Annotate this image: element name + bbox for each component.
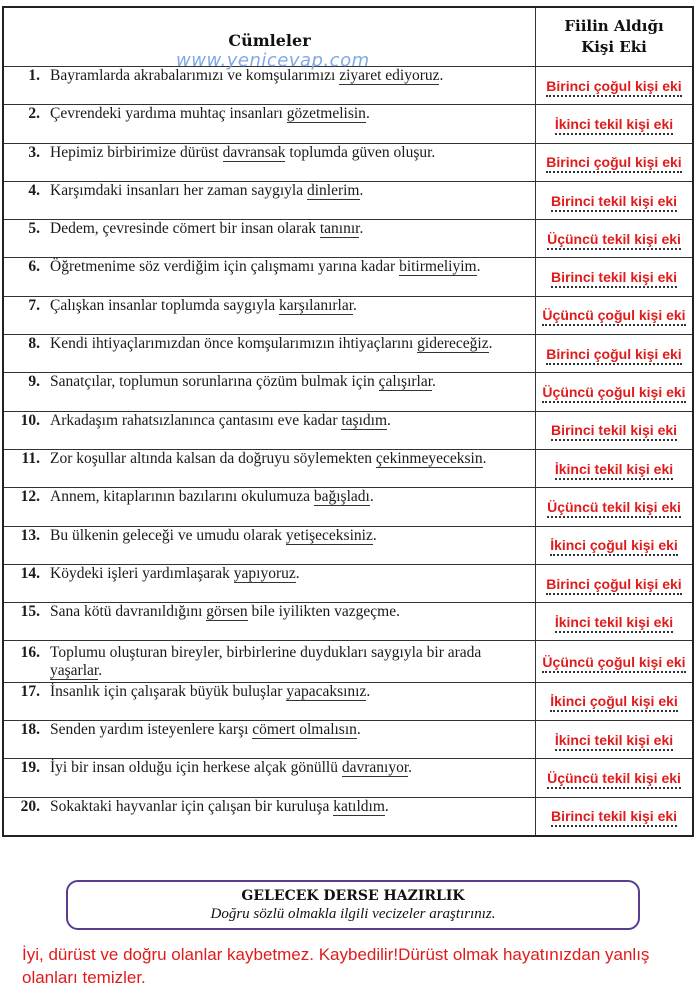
row-number: 16. — [20, 644, 40, 662]
sentence-text-before: Zor koşullar altında kalsan da doğruyu söylemekten — [50, 449, 376, 467]
sentence-cell — [3, 682, 536, 720]
table-row — [3, 759, 693, 797]
sentence-text-after: . — [482, 449, 487, 467]
sentence-text-after: . — [488, 335, 493, 353]
sentence-cell — [3, 721, 536, 759]
sentence-text-after: . — [365, 105, 370, 123]
underlined-verb: gidereceğiz — [417, 335, 489, 353]
sentence-cell — [3, 105, 536, 143]
table-row — [3, 411, 693, 449]
sentence-text-before: Hepimiz birbirimize dürüst — [50, 143, 223, 161]
row-number: 10. — [20, 411, 40, 429]
person-suffix-answer-cell — [536, 220, 694, 258]
person-suffix-answer-cell — [536, 682, 694, 720]
table-row — [3, 335, 693, 373]
sentence-cell — [3, 759, 536, 797]
sentence-text-before: Toplumu oluşturan bireyler, birbirlerine duydukları saygıyla bir arada — [50, 644, 482, 662]
underlined-verb: davransak — [222, 143, 286, 161]
sentence-text-before: Sana kötü davranıldığını — [50, 603, 207, 621]
row-number: 13. — [20, 526, 40, 544]
table-row — [3, 105, 693, 143]
underlined-verb: yapıyoruz — [233, 564, 296, 582]
sentence-text-before: Karşımdaki insanları her zaman saygıyla — [50, 181, 307, 199]
sentence-cell — [3, 564, 536, 602]
sentence-cell — [3, 296, 536, 334]
sentence-text-after: . — [366, 682, 371, 700]
sentence-text-before: Dedem, çevresinde cömert bir insan olarak — [50, 220, 320, 238]
underlined-verb: gözetmelisin — [286, 105, 366, 123]
person-suffix-answer: İkinci çoğul kişi eki — [550, 693, 678, 712]
sentence-text-before: İnsanlık için çalışarak büyük buluşlar — [50, 682, 287, 700]
table-row — [3, 258, 693, 296]
sentence-cell — [3, 181, 536, 219]
person-suffix-answer-cell — [536, 258, 694, 296]
sentence-text-before: Sokaktaki hayvanlar için çalışan bir kuruluşa — [50, 797, 334, 815]
table-row — [3, 143, 693, 181]
sentence-text-before: Çevrendeki yardıma muhtaç insanları — [50, 105, 287, 123]
underlined-verb: görsen — [206, 603, 248, 621]
underlined-verb: katıldım — [333, 797, 385, 815]
sentence-cell — [3, 373, 536, 411]
row-number: 3. — [28, 143, 40, 161]
sentence-text-after: bile iyilikten vazgeçme. — [247, 603, 400, 621]
person-suffix-answer-cell — [536, 488, 694, 526]
sentence-table — [2, 6, 694, 837]
sentence-text-after: . — [432, 373, 436, 391]
next-lesson-box — [66, 880, 640, 930]
table-row — [3, 449, 693, 487]
underlined-verb: yapacaksınız — [286, 682, 367, 700]
person-suffix-answer: İkinci çoğul kişi eki — [550, 537, 678, 556]
underlined-verb: davranıyor — [341, 759, 409, 777]
person-suffix-answer: Birinci tekil kişi eki — [551, 422, 677, 441]
underlined-verb: bağışladı — [313, 488, 370, 506]
table-row — [3, 721, 693, 759]
row-number: 4. — [28, 181, 40, 199]
person-suffix-answer: Üçüncü çoğul kişi eki — [542, 384, 685, 403]
header-suffix-line1: Fiilin Aldığı — [564, 17, 664, 35]
sentence-text-before: Bayramlarda akrabalarımızı ve komşularımızı — [50, 67, 340, 84]
sentence-text-after: . — [476, 258, 481, 276]
sentence-continuation: yaşarlar. — [50, 662, 103, 680]
person-suffix-answer: İkinci tekil kişi eki — [555, 116, 673, 135]
underlined-verb: yaşarlar — [50, 662, 99, 680]
header-sentences-label: Cümleler — [228, 31, 311, 50]
sentence-text-after: . — [372, 526, 377, 544]
header-sentences — [3, 7, 536, 71]
table-header-row — [3, 7, 693, 67]
sentence-text-after: toplumda güven oluşur. — [285, 143, 436, 161]
sentence-text-before: Kendi ihtiyaçlarımızdan önce komşularımızın ihtiyaçlarını — [50, 335, 418, 353]
row-number: 1. — [28, 67, 40, 84]
person-suffix-answer: Birinci tekil kişi eki — [551, 193, 677, 212]
row-number: 20. — [20, 797, 40, 815]
table-row — [3, 564, 693, 602]
sentence-text-after: . — [387, 411, 391, 429]
next-lesson-task: Doğru sözlü olmakla ilgili vecizeler araştırınız. — [210, 906, 496, 922]
underlined-verb: tanınır — [319, 220, 360, 238]
row-number: 7. — [28, 296, 40, 314]
sentence-text-after: . — [408, 759, 413, 777]
person-suffix-answer: Üçüncü tekil kişi eki — [547, 770, 681, 789]
answer-note: İyi, dürüst ve doğru olanlar kaybetmez. Kaybedilir!Dürüst olmak hayatınızdan yanlış olanları temizler. — [22, 945, 650, 987]
person-suffix-answer: İkinci tekil kişi eki — [555, 461, 673, 480]
table-row — [3, 488, 693, 526]
next-lesson-title: GELECEK DERSE HAZIRLIK — [241, 888, 465, 904]
person-suffix-answer-cell — [536, 105, 694, 143]
underlined-verb: cömert olmalısın — [252, 721, 357, 739]
person-suffix-answer-cell — [536, 296, 694, 334]
table-row — [3, 603, 693, 641]
row-number: 18. — [20, 721, 40, 739]
sentence-cell — [3, 488, 536, 526]
person-suffix-answer: Birinci çoğul kişi eki — [546, 154, 681, 173]
sentence-cell — [3, 641, 536, 682]
person-suffix-answer-cell — [536, 603, 694, 641]
person-suffix-answer-cell — [536, 335, 694, 373]
sentence-cell — [3, 220, 536, 258]
row-number: 15. — [20, 603, 40, 621]
site-watermark: www.yenicevap.com — [176, 50, 370, 71]
person-suffix-answer-cell — [536, 449, 694, 487]
person-suffix-answer: Üçüncü çoğul kişi eki — [542, 307, 685, 326]
person-suffix-answer-cell — [536, 411, 694, 449]
underlined-verb: ziyaret ediyoruz — [339, 67, 440, 84]
person-suffix-answer: Birinci çoğul kişi eki — [546, 78, 681, 97]
person-suffix-answer-cell — [536, 641, 694, 682]
row-number: 19. — [20, 759, 40, 777]
underlined-verb: yetişeceksiniz — [285, 526, 373, 544]
sentence-cell — [3, 411, 536, 449]
sentence-text-before: Köydeki işleri yardımlaşarak — [50, 564, 234, 582]
row-number: 12. — [20, 488, 40, 506]
row-number: 11. — [21, 449, 40, 467]
person-suffix-answer-cell — [536, 759, 694, 797]
person-suffix-answer-cell — [536, 143, 694, 181]
person-suffix-answer: Birinci çoğul kişi eki — [546, 346, 681, 365]
table-row — [3, 181, 693, 219]
person-suffix-answer: Üçüncü tekil kişi eki — [547, 499, 681, 518]
person-suffix-answer: Birinci tekil kişi eki — [551, 269, 677, 288]
person-suffix-answer-cell — [536, 526, 694, 564]
person-suffix-answer-cell — [536, 797, 694, 836]
sentence-cell — [3, 258, 536, 296]
person-suffix-answer: İkinci tekil kişi eki — [555, 732, 673, 751]
sentence-cell — [3, 797, 536, 836]
sentence-cell — [3, 67, 536, 105]
person-suffix-answer: Üçüncü tekil kişi eki — [547, 231, 681, 250]
sentence-text-after: . — [369, 488, 374, 506]
sentence-text-after: . — [359, 220, 364, 238]
person-suffix-answer: Üçüncü çoğul kişi eki — [542, 654, 685, 673]
table-row — [3, 220, 693, 258]
table-row — [3, 797, 693, 836]
row-number: 9. — [28, 373, 40, 391]
table-row — [3, 296, 693, 334]
header-person-suffix — [536, 7, 694, 67]
underlined-verb: dinlerim — [306, 181, 360, 199]
sentence-text-before: Sanatçılar, toplumun sorunlarına çözüm bulmak için — [50, 373, 379, 391]
sentence-text-before: Öğretmenime söz verdiğim için çalışmamı yarına kadar — [50, 258, 400, 276]
table-row — [3, 526, 693, 564]
sentence-cell — [3, 335, 536, 373]
sentence-cell — [3, 143, 536, 181]
sentence-text-after: . — [359, 181, 364, 199]
row-number: 8. — [28, 335, 40, 353]
sentence-cell — [3, 449, 536, 487]
sentence-text-after: . — [295, 564, 300, 582]
person-suffix-answer-cell — [536, 721, 694, 759]
sentence-text-after: . — [356, 721, 361, 739]
table-row — [3, 67, 693, 105]
row-number: 5. — [28, 220, 40, 238]
sentence-text-before: Arkadaşım rahatsızlanınca çantasını eve kadar — [50, 411, 342, 429]
sentence-text-before: İyi bir insan olduğu için herkese alçak gönüllü — [50, 759, 342, 777]
underlined-verb: taşıdım — [341, 411, 387, 429]
person-suffix-answer-cell — [536, 67, 694, 105]
sentence-text-after: . — [353, 296, 357, 314]
person-suffix-answer-cell — [536, 373, 694, 411]
underlined-verb: çalışırlar — [378, 373, 433, 391]
row-number: 17. — [20, 682, 40, 700]
underlined-verb: bitirmeliyim — [399, 258, 477, 276]
person-suffix-answer: İkinci tekil kişi eki — [555, 614, 673, 633]
underlined-verb: karşılanırlar — [279, 296, 354, 314]
sentence-text-after: . — [439, 67, 444, 84]
underlined-verb: çekinmeyeceksin — [375, 449, 483, 467]
sentence-text-before: Senden yardım isteyenlere karşı — [50, 721, 253, 739]
sentence-text-before: Bu ülkenin geleceği ve umudu olarak — [50, 526, 286, 544]
sentence-text-after: . — [384, 797, 389, 815]
person-suffix-answer-cell — [536, 181, 694, 219]
row-number: 14. — [20, 564, 40, 582]
sentence-cell — [3, 603, 536, 641]
table-row — [3, 641, 693, 682]
row-number: 2. — [28, 105, 40, 123]
sentence-text-before: Annem, kitaplarının bazılarını okulumuza — [50, 488, 314, 506]
person-suffix-answer: Birinci tekil kişi eki — [551, 808, 677, 827]
header-suffix-line2: Kişi Eki — [581, 38, 647, 56]
sentence-text-before: Çalışkan insanlar toplumda saygıyla — [50, 296, 280, 314]
table-row — [3, 373, 693, 411]
table-row — [3, 682, 693, 720]
person-suffix-answer: Birinci çoğul kişi eki — [546, 576, 681, 595]
row-number: 6. — [28, 258, 40, 276]
person-suffix-answer-cell — [536, 564, 694, 602]
sentence-cell — [3, 526, 536, 564]
